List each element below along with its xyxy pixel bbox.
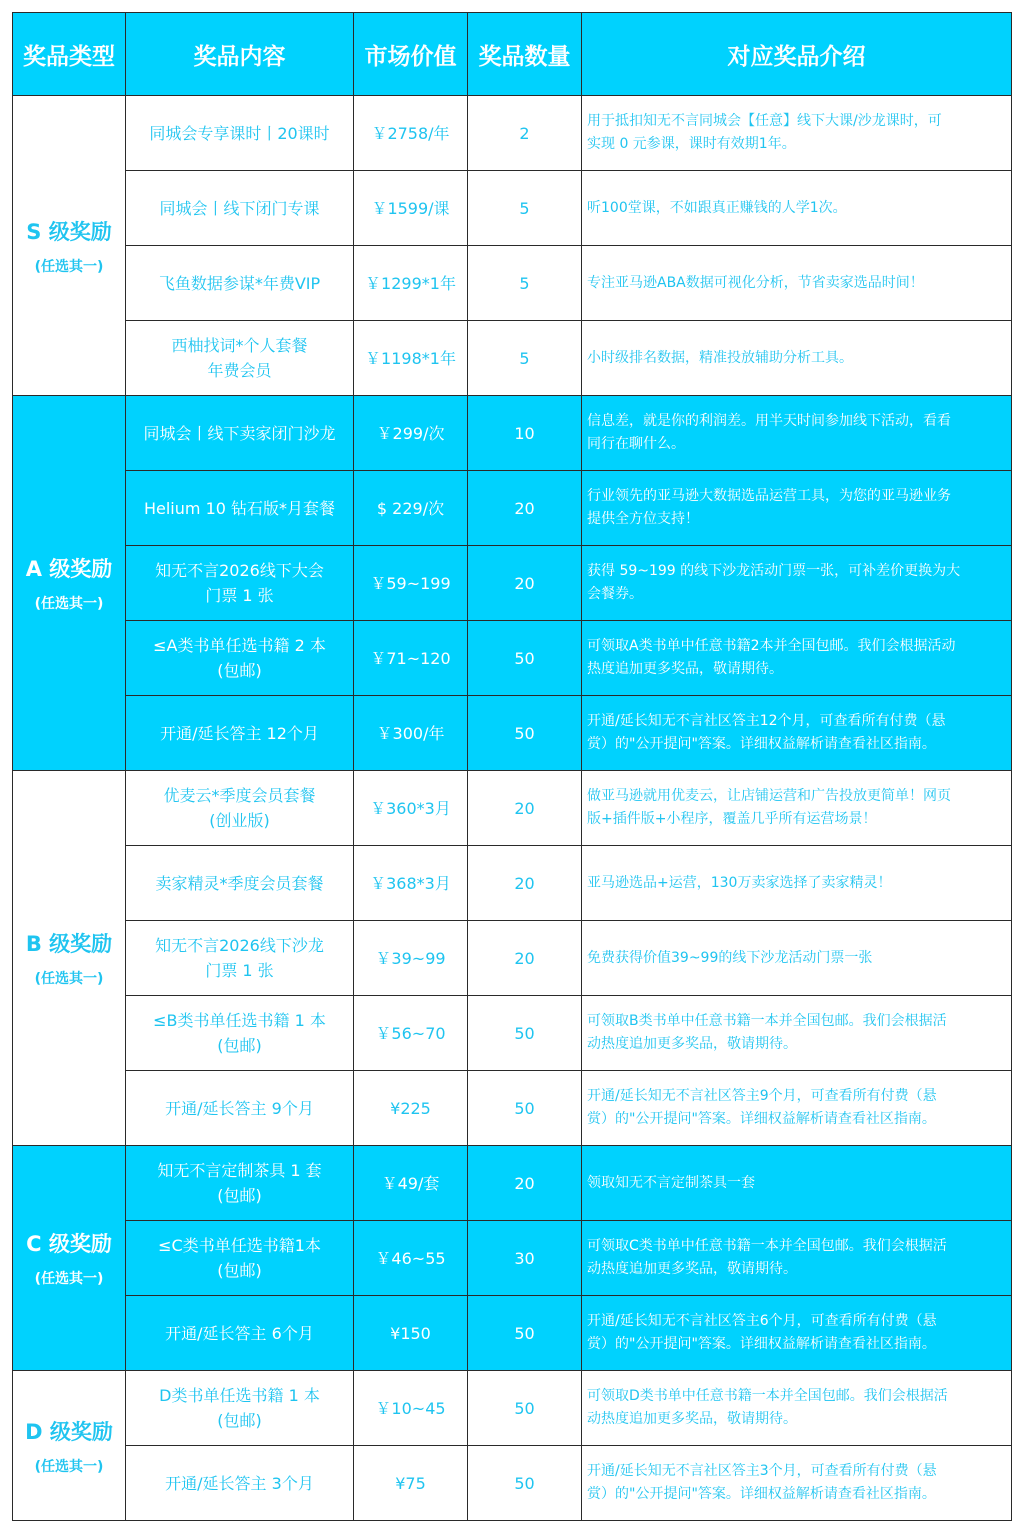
text-line: 开通/延长答主 12个月 (160, 723, 319, 743)
text-line: 赏）的"公开提问"答案。详细权益解析请查看社区指南。 (587, 1486, 936, 1502)
text-line: ≤B类书单任选书籍 1 本 (153, 1011, 326, 1030)
text-line: 同行在聊什么。 (587, 436, 685, 452)
quantity-cell: 20 (468, 546, 582, 621)
text-line: 知无不言2026线下沙龙 (155, 936, 324, 955)
prize-content-cell (126, 1071, 354, 1146)
prize-table-body (13, 96, 1012, 1521)
prize-content-cell (126, 1146, 354, 1221)
text-line: (包邮) (217, 1261, 262, 1280)
text-line: 用于抵扣知无不言同城会【任意】线下大课/沙龙课时，可 (587, 113, 942, 129)
text-line: 赏）的"公开提问"答案。详细权益解析请查看社区指南。 (587, 736, 936, 752)
text-line: 获得 59~199 的线下沙龙活动门票一张，可补差价更换为大 (587, 563, 961, 579)
market-value-cell: ￥2758/年 (354, 96, 468, 171)
text-line: ≤C类书单任选书籍1本 (158, 1236, 321, 1255)
text-line: 开通/延长知无不言社区答主6个月，可查看所有付费（悬 (587, 1313, 937, 1329)
text-line: 信息差，就是你的利润差。用半天时间参加线下活动，看看 (587, 413, 951, 429)
quantity-cell: 5 (468, 171, 582, 246)
description-cell (582, 171, 1012, 246)
text-line: 开通/延长知无不言社区答主12个月，可查看所有付费（悬 (587, 713, 946, 729)
tier-name: A 级奖励 (25, 557, 113, 581)
market-value-cell: $ 229/次 (354, 471, 468, 546)
prize-content-cell (126, 621, 354, 696)
prize-content-cell (126, 321, 354, 396)
header-prize-quantity: 奖品数量 (468, 13, 582, 96)
description-cell (582, 846, 1012, 921)
quantity-cell: 2 (468, 96, 582, 171)
text-line: 会餐券。 (587, 586, 643, 602)
description-cell (582, 1296, 1012, 1371)
description-cell (582, 1071, 1012, 1146)
tier-name: B 级奖励 (25, 932, 113, 956)
description-cell (582, 246, 1012, 321)
tier-note: (任选其一) (34, 1458, 104, 1475)
description-cell (582, 321, 1012, 396)
prize-content-cell (126, 846, 354, 921)
market-value-cell: ¥75 (354, 1446, 468, 1521)
text-line: (包邮) (217, 1186, 262, 1205)
text-line: 门票 1 张 (205, 586, 274, 605)
text-line: 动热度追加更多奖品，敬请期待。 (587, 1261, 797, 1277)
table-row (13, 846, 1012, 921)
market-value-cell: ￥71~120 (354, 621, 468, 696)
tier-cell (13, 1146, 126, 1371)
description-cell (582, 96, 1012, 171)
table-row (13, 1146, 1012, 1221)
quantity-cell: 20 (468, 1146, 582, 1221)
header-market-value: 市场价值 (354, 13, 468, 96)
table-row (13, 1296, 1012, 1371)
tier-cell (13, 1371, 126, 1521)
market-value-cell: ￥1599/课 (354, 171, 468, 246)
text-line: 同城会丨线下闭门专课 (159, 198, 320, 218)
text-line: 卖家精灵*季度会员套餐 (155, 873, 324, 893)
tier-note: (任选其一) (34, 971, 104, 987)
tier-name: S 级奖励 (26, 219, 112, 244)
text-line: 开通/延长知无不言社区答主3个月，可查看所有付费（悬 (587, 1463, 937, 1479)
prize-content-cell (126, 1296, 354, 1371)
text-line: 可领取C类书单中任意书籍一本并全国包邮。我们会根据活 (587, 1238, 947, 1254)
quantity-cell: 5 (468, 246, 582, 321)
quantity-cell: 50 (468, 1071, 582, 1146)
table-row (13, 696, 1012, 771)
text-line: 赏）的"公开提问"答案。详细权益解析请查看社区指南。 (587, 1336, 936, 1352)
text-line: 开通/延长答主 6个月 (165, 1323, 314, 1343)
text-line: 年费会员 (207, 361, 272, 380)
quantity-cell: 10 (468, 396, 582, 471)
text-line: (包邮) (217, 1036, 262, 1055)
prize-content-cell (126, 471, 354, 546)
market-value-cell: ￥59~199 (354, 546, 468, 621)
quantity-cell: 30 (468, 1221, 582, 1296)
prize-content-cell (126, 771, 354, 846)
tier-cell (13, 396, 126, 771)
table-row (13, 246, 1012, 321)
market-value-cell: ¥150 (354, 1296, 468, 1371)
text-line: 西柚找词*个人套餐 (171, 336, 308, 355)
text-line: 版+插件版+小程序，覆盖几乎所有运营场景！ (587, 811, 877, 827)
text-line: 开通/延长知无不言社区答主9个月，可查看所有付费（悬 (587, 1088, 937, 1104)
text-line: 免费获得价值39~99的线下沙龙活动门票一张 (587, 949, 873, 966)
header-prize-type: 奖品类型 (13, 13, 126, 96)
quantity-cell: 50 (468, 996, 582, 1071)
table-row (13, 171, 1012, 246)
text-line: (创业版) (209, 811, 270, 830)
table-row (13, 1446, 1012, 1521)
table-row (13, 921, 1012, 996)
header-row (13, 13, 1012, 96)
table-row (13, 471, 1012, 546)
description-cell (582, 471, 1012, 546)
description-cell (582, 1221, 1012, 1296)
text-line: 做亚马逊就用优麦云，让店铺运营和广告投放更简单！网页 (587, 788, 951, 804)
market-value-cell: ￥299/次 (354, 396, 468, 471)
text-line: 飞鱼数据参谋*年费VIP (158, 273, 321, 293)
text-line: 赏）的"公开提问"答案。详细权益解析请查看社区指南。 (587, 1111, 936, 1127)
description-cell (582, 696, 1012, 771)
market-value-cell: ￥360*3月 (354, 771, 468, 846)
text-line: 知无不言定制茶具 1 套 (157, 1161, 322, 1180)
market-value-cell: ¥225 (354, 1071, 468, 1146)
prize-content-cell (126, 696, 354, 771)
tier-name: D 级奖励 (25, 1419, 113, 1444)
tier-cell (13, 771, 126, 1146)
market-value-cell: ￥49/套 (354, 1146, 468, 1221)
text-line: 热度追加更多奖品，敬请期待。 (587, 661, 783, 677)
market-value-cell: ￥39~99 (354, 921, 468, 996)
market-value-cell: ￥300/年 (354, 696, 468, 771)
text-line: 专注亚马逊ABA数据可视化分析，节省卖家选品时间！ (587, 274, 924, 291)
market-value-cell: ￥46~55 (354, 1221, 468, 1296)
table-row (13, 321, 1012, 396)
table-row (13, 1071, 1012, 1146)
description-cell (582, 1446, 1012, 1521)
quantity-cell: 20 (468, 846, 582, 921)
description-cell (582, 546, 1012, 621)
prize-table (12, 12, 1012, 1521)
text-line: D类书单任选书籍 1 本 (159, 1386, 320, 1405)
description-cell (582, 921, 1012, 996)
quantity-cell: 50 (468, 621, 582, 696)
text-line: 可领取B类书单中任意书籍一本并全国包邮。我们会根据活 (587, 1013, 947, 1029)
text-line: 同城会专享课时丨20课时 (149, 123, 330, 143)
prize-content-cell (126, 96, 354, 171)
table-row (13, 621, 1012, 696)
tier-cell (13, 96, 126, 396)
market-value-cell: ￥1198*1年 (354, 321, 468, 396)
quantity-cell: 20 (468, 471, 582, 546)
prize-content-cell (126, 171, 354, 246)
text-line: 知无不言2026线下大会 (155, 561, 324, 580)
table-row (13, 96, 1012, 171)
text-line: 亚马逊选品+运营，130万卖家选择了卖家精灵！ (587, 874, 892, 891)
text-line: 行业领先的亚马逊大数据选品运营工具，为您的亚马逊业务 (587, 488, 951, 504)
text-line: 动热度追加更多奖品，敬请期待。 (587, 1036, 797, 1052)
tier-note: (任选其一) (34, 1271, 104, 1287)
text-line: 提供全方位支持！ (587, 511, 699, 527)
description-cell (582, 1146, 1012, 1221)
text-line: 听100堂课，不如跟真正赚钱的人学1次。 (587, 199, 847, 216)
text-line: (包邮) (217, 1411, 262, 1430)
prize-content-cell (126, 546, 354, 621)
prize-content-cell (126, 246, 354, 321)
text-line: 门票 1 张 (205, 961, 274, 980)
text-line: 领取知无不言定制茶具一套 (587, 1174, 755, 1191)
table-row (13, 1371, 1012, 1446)
text-line: Helium 10 钻石版*月套餐 (143, 498, 336, 518)
prize-content-cell (126, 921, 354, 996)
table-row (13, 996, 1012, 1071)
text-line: ≤A类书单任选书籍 2 本 (153, 636, 326, 655)
tier-note: (任选其一) (34, 258, 104, 275)
table-row (13, 771, 1012, 846)
market-value-cell: ￥56~70 (354, 996, 468, 1071)
text-line: 可领取A类书单中任意书籍2本并全国包邮。我们会根据活动 (587, 638, 956, 654)
header-prize-content: 奖品内容 (126, 13, 354, 96)
table-row (13, 396, 1012, 471)
text-line: 可领取D类书单中任意书籍一本并全国包邮。我们会根据活 (587, 1388, 948, 1404)
prize-content-cell (126, 996, 354, 1071)
market-value-cell: ￥368*3月 (354, 846, 468, 921)
tier-note: (任选其一) (34, 596, 104, 612)
header-prize-description: 对应奖品介绍 (582, 13, 1012, 96)
table-row (13, 1221, 1012, 1296)
description-cell (582, 396, 1012, 471)
description-cell (582, 996, 1012, 1071)
text-line: 优麦云*季度会员套餐 (163, 786, 316, 805)
text-line: 开通/延长答主 9个月 (165, 1098, 314, 1118)
quantity-cell: 50 (468, 696, 582, 771)
quantity-cell: 50 (468, 1446, 582, 1521)
prize-content-cell (126, 396, 354, 471)
text-line: 动热度追加更多奖品，敬请期待。 (587, 1411, 797, 1427)
description-cell (582, 621, 1012, 696)
quantity-cell: 5 (468, 321, 582, 396)
quantity-cell: 20 (468, 921, 582, 996)
quantity-cell: 50 (468, 1296, 582, 1371)
text-line: 开通/延长答主 3个月 (165, 1473, 314, 1493)
quantity-cell: 50 (468, 1371, 582, 1446)
text-line: 实现 0 元参课，课时有效期1年。 (587, 136, 796, 152)
prize-content-cell (126, 1221, 354, 1296)
text-line: (包邮) (217, 661, 262, 680)
prize-content-cell (126, 1371, 354, 1446)
text-line: 同城会丨线下卖家闭门沙龙 (143, 423, 336, 443)
description-cell (582, 1371, 1012, 1446)
prize-content-cell (126, 1446, 354, 1521)
description-cell (582, 771, 1012, 846)
market-value-cell: ￥10~45 (354, 1371, 468, 1446)
quantity-cell: 20 (468, 771, 582, 846)
tier-name: C 级奖励 (26, 1232, 112, 1256)
text-line: 小时级排名数据，精准投放辅助分析工具。 (587, 349, 853, 366)
market-value-cell: ￥1299*1年 (354, 246, 468, 321)
table-row (13, 546, 1012, 621)
